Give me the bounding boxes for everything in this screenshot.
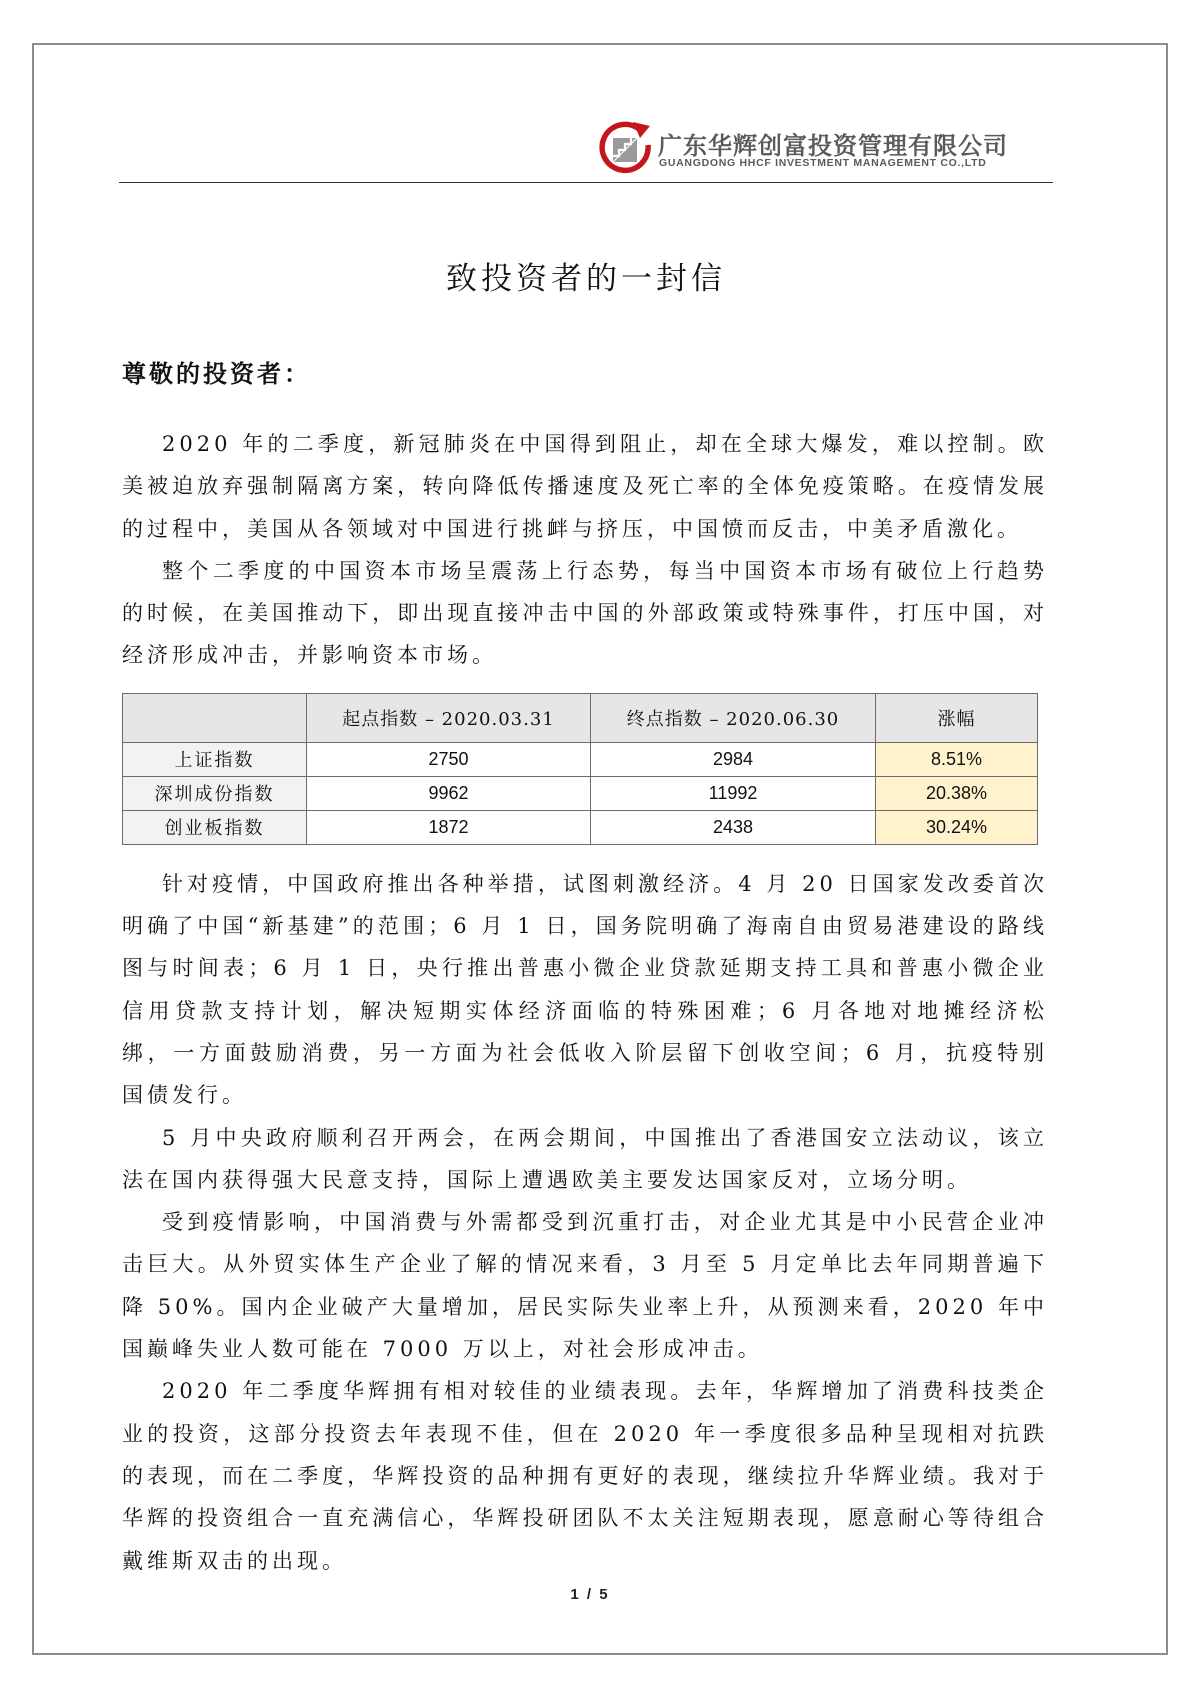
table-cell-index-name: 深圳成份指数 [123,776,307,810]
letter-body [122,423,1048,1582]
page-number: 1 / 5 [570,1586,610,1603]
table-cell-end: 2438 [591,810,876,844]
paragraph: 受到疫情影响，中国消费与外需都受到沉重打击，对企业尤其是中小民营企业冲击巨大。从外贸实体生产企业了解的情况来看，3 月至 5 月定单比去年同期普遍下降 50%。国内企业破产大量增加，居民实际失业率上升，从预测来看，2020 年中国巅峰失业人数可能在 7000 万以上，对社会形成冲击。 [122,1210,1048,1362]
table-cell-index-name: 上证指数 [123,742,307,776]
table-row [123,810,1038,844]
table-cell-change: 20.38% [876,776,1038,810]
table-row [123,776,1038,810]
paragraphs-after-table [122,863,1048,1582]
table-header-change: 涨幅 [876,693,1038,742]
company-name-en: GUANGDONG HHCF INVESTMENT MANAGEMENT CO.,LTD [659,157,987,169]
company-logo-icon [596,118,654,176]
table-cell-end: 11992 [591,776,876,810]
paragraphs-before-table [122,423,1048,677]
table-cell-change: 30.24% [876,810,1038,844]
table-cell-change: 8.51% [876,742,1038,776]
index-performance-table [122,693,1038,845]
table-cell-start: 2750 [307,742,591,776]
table-cell-end: 2984 [591,742,876,776]
paragraph: 5 月中央政府顺利召开两会，在两会期间，中国推出了香港国安立法动议，该立法在国内获得强大民意支持，国际上遭遇欧美主要发达国家反对，立场分明。 [122,1125,1048,1192]
salutation: 尊敬的投资者： [122,359,311,388]
table-row [123,742,1038,776]
table-cell-start: 9962 [307,776,591,810]
paragraph: 2020 年二季度华辉拥有相对较佳的业绩表现。去年，华辉增加了消费科技类企业的投资，这部分投资去年表现不佳，但在 2020 年一季度很多品种呈现相对抗跌的表现，而在二季度，华辉投资的品种拥有更好的表现，继续拉升华辉业绩。我对于华辉的投资组合一直充满信心，华辉投研团队不太关注短期表现，愿意耐心等待组合戴维斯双击的出现。 [122,1379,1048,1573]
company-logo [596,118,1036,176]
table-header-end: 终点指数 – 2020.06.30 [591,693,876,742]
header-divider [119,182,1053,183]
paragraph: 2020 年的二季度，新冠肺炎在中国得到阻止，却在全球大爆发，难以控制。欧美被迫放弃强制隔离方案，转向降低传播速度及死亡率的全体免疫策略。在疫情发展的过程中，美国从各领域对中国进行挑衅与挤压，中国愤而反击，中美矛盾激化。 [122,432,1048,541]
letter-title: 致投资者的一封信 [446,261,726,297]
table-header-start: 起点指数 – 2020.03.31 [307,693,591,742]
table-cell-index-name: 创业板指数 [123,810,307,844]
paragraph: 整个二季度的中国资本市场呈震荡上行态势，每当中国资本市场有破位上行趋势的时候，在美国推动下，即出现直接冲击中国的外部政策或特殊事件，打压中国，对经济形成冲击，并影响资本市场。 [122,558,1048,668]
paragraph: 针对疫情，中国政府推出各种举措，试图刺激经济。4 月 20 日国家发改委首次明确了中国“新基建”的范围；6 月 1 日，国务院明确了海南自由贸易港建设的路线图与时间表；6 月 1 日，央行推出普惠小微企业贷款延期支持工具和普惠小微企业信用贷款支持计划，解决短期实体经济面临的特殊困难；6 月各地对地摊经济松绑，一方面鼓励消费，另一方面为社会低收入阶层留下创收空间；6 月，抗疫特别国债发行。 [122,871,1048,1108]
company-name-cn: 广东华辉创富投资管理有限公司 [658,132,1008,160]
table-cell-start: 1872 [307,810,591,844]
table-header-row [123,693,1038,742]
table-header-corner [123,693,307,742]
